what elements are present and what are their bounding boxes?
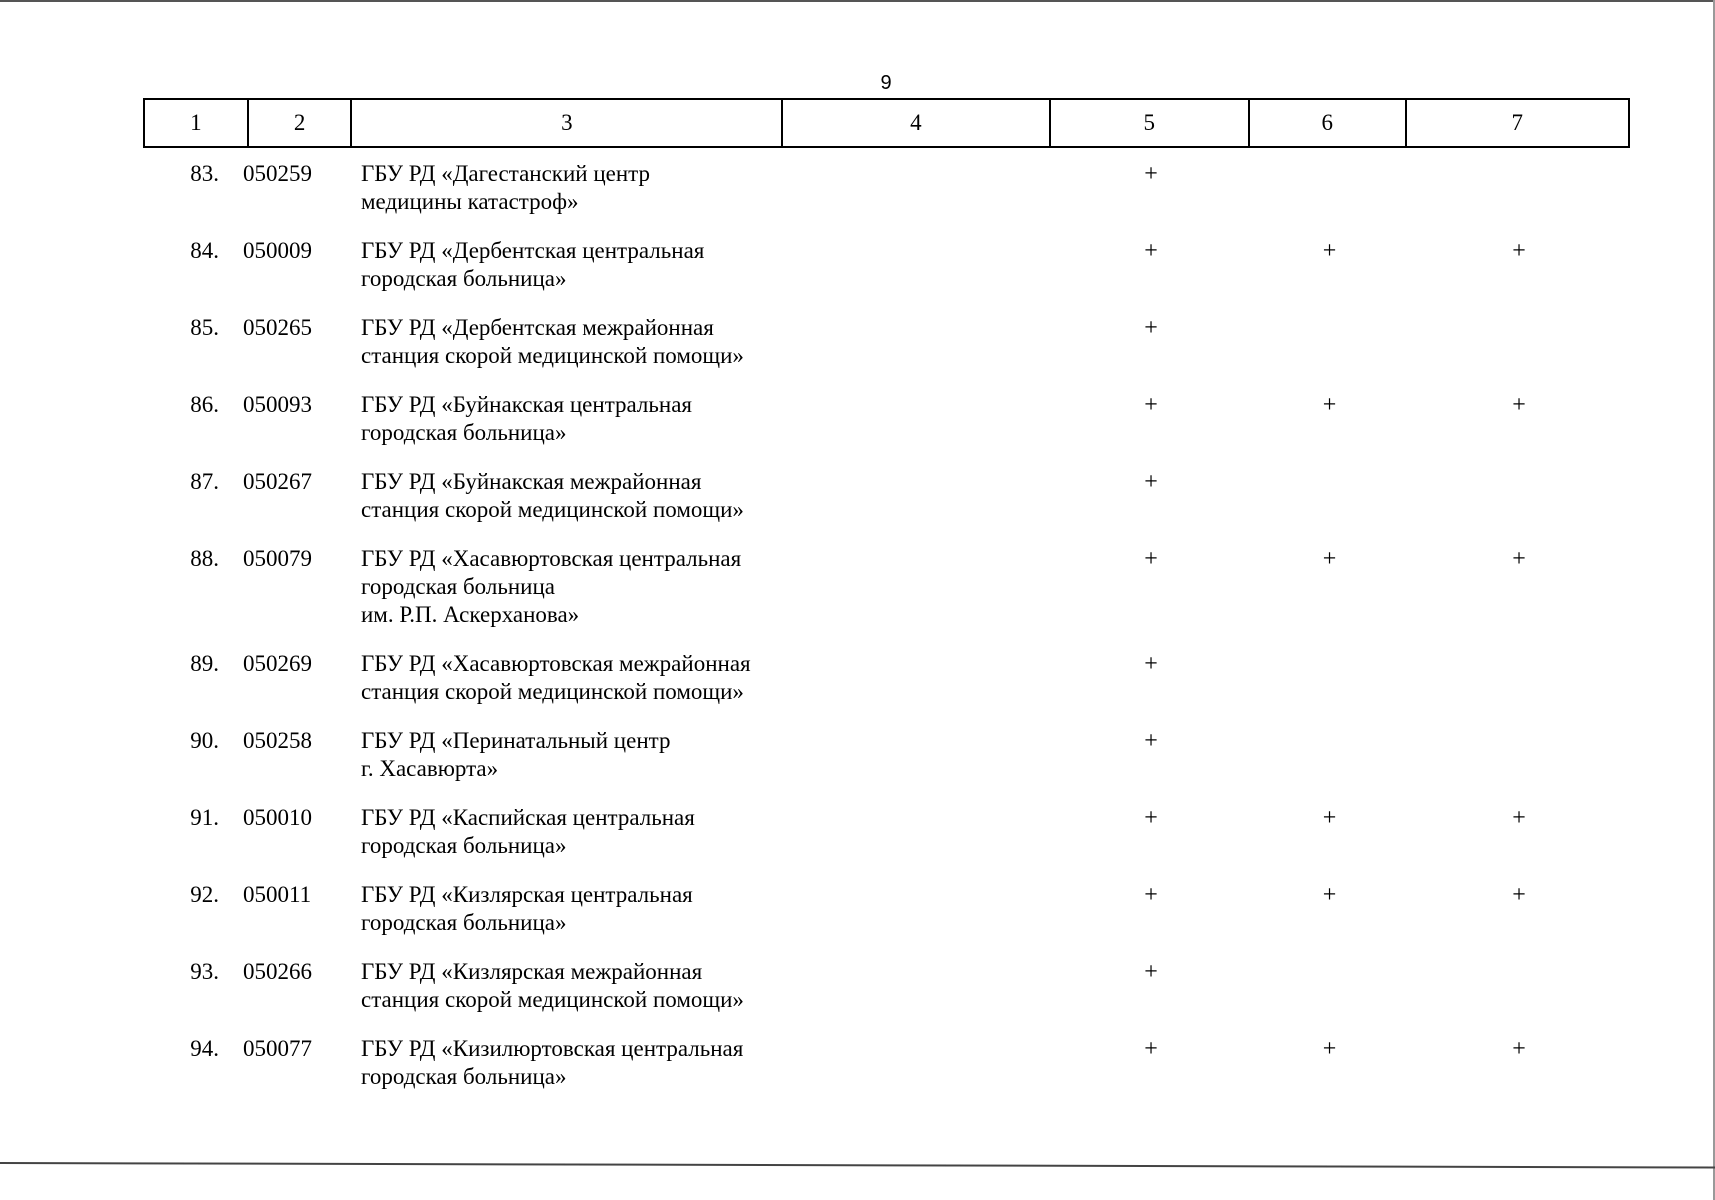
row-name-line: ГБУ РД «Хасавюртовская центральная bbox=[361, 546, 742, 571]
row-number: 90. bbox=[190, 728, 219, 753]
table-row bbox=[143, 545, 1630, 629]
row-col5-mark: + bbox=[1144, 392, 1158, 418]
row-number: 94. bbox=[190, 1036, 219, 1061]
row-name bbox=[351, 391, 1051, 447]
row-code: 050093 bbox=[243, 392, 312, 417]
row-col6-mark bbox=[1251, 468, 1408, 524]
row-number: 92. bbox=[190, 882, 219, 907]
header-col-5: 5 bbox=[1051, 100, 1250, 146]
row-name bbox=[351, 650, 1051, 706]
row-col7-mark bbox=[1408, 160, 1630, 216]
row-col6-mark bbox=[1251, 314, 1408, 370]
row-name-line: ГБУ РД «Дагестанский центр bbox=[361, 161, 651, 186]
row-col7-mark bbox=[1408, 958, 1630, 1014]
row-code: 050011 bbox=[243, 882, 312, 907]
row-name-line: станция скорой медицинской помощи» bbox=[361, 987, 744, 1012]
table-row bbox=[143, 160, 1630, 216]
row-number: 83. bbox=[190, 161, 219, 186]
row-col6-mark: + bbox=[1322, 1036, 1337, 1062]
row-col5-mark: + bbox=[1144, 805, 1158, 831]
row-code: 050267 bbox=[243, 469, 312, 494]
row-code: 050258 bbox=[243, 728, 312, 753]
row-name-line: ГБУ РД «Перинатальный центр bbox=[361, 728, 671, 753]
page-number: 9 bbox=[880, 72, 892, 94]
row-col7-mark: + bbox=[1512, 1036, 1526, 1062]
row-col6-mark: + bbox=[1322, 882, 1337, 908]
row-name bbox=[351, 804, 1051, 860]
row-name-line: городская больница bbox=[361, 574, 555, 599]
table-row bbox=[143, 237, 1630, 293]
row-col6-mark bbox=[1251, 958, 1408, 1014]
row-name bbox=[351, 1035, 1051, 1091]
row-col5-mark: + bbox=[1144, 238, 1158, 264]
row-number: 91. bbox=[190, 805, 219, 830]
table-row bbox=[143, 314, 1630, 370]
row-name-line: городская больница» bbox=[361, 1064, 567, 1089]
row-col7-mark: + bbox=[1512, 392, 1526, 418]
table-row bbox=[143, 881, 1630, 937]
row-name-line: городская больница» bbox=[361, 266, 567, 291]
row-name-line: им. Р.П. Аскерханова» bbox=[361, 602, 580, 627]
row-col5-mark: + bbox=[1144, 469, 1158, 495]
header-col-2: 2 bbox=[249, 100, 353, 146]
row-col6-mark bbox=[1251, 650, 1408, 706]
row-name bbox=[351, 468, 1051, 524]
row-col7-mark bbox=[1408, 314, 1630, 370]
row-col5-mark: + bbox=[1144, 728, 1158, 754]
table-header bbox=[143, 98, 1630, 148]
row-number: 85. bbox=[190, 315, 219, 340]
header-col-3: 3 bbox=[352, 100, 783, 146]
row-code: 050077 bbox=[243, 1036, 312, 1061]
row-code: 050010 bbox=[243, 805, 312, 830]
row-name-line: станция скорой медицинской помощи» bbox=[361, 343, 744, 368]
row-code: 050009 bbox=[243, 238, 312, 263]
row-name-line: городская больница» bbox=[361, 910, 567, 935]
row-col5-mark: + bbox=[1144, 651, 1158, 677]
row-col7-mark bbox=[1408, 727, 1630, 783]
row-name-line: ГБУ РД «Буйнакская центральная bbox=[361, 392, 692, 417]
header-col-7: 7 bbox=[1511, 110, 1524, 135]
row-code: 050259 bbox=[243, 161, 312, 186]
row-name-line: городская больница» bbox=[361, 833, 567, 858]
row-name bbox=[351, 545, 1051, 629]
row-number: 89. bbox=[190, 651, 219, 676]
row-name-line: городская больница» bbox=[361, 420, 567, 445]
row-col6-mark: + bbox=[1322, 392, 1337, 418]
row-col5-mark: + bbox=[1144, 1036, 1158, 1062]
row-name-line: станция скорой медицинской помощи» bbox=[361, 497, 744, 522]
row-col7-mark bbox=[1408, 468, 1630, 524]
row-name-line: станция скорой медицинской помощи» bbox=[361, 679, 744, 704]
row-name-line: ГБУ РД «Кизлярская центральная bbox=[361, 882, 693, 907]
row-code: 050079 bbox=[243, 546, 312, 571]
row-col7-mark bbox=[1408, 650, 1630, 706]
row-col5-mark: + bbox=[1144, 315, 1158, 341]
table-body bbox=[143, 160, 1630, 1112]
row-name-line: ГБУ РД «Каспийская центральная bbox=[361, 805, 695, 830]
row-number: 84. bbox=[190, 238, 219, 263]
row-col5-mark: + bbox=[1144, 959, 1158, 985]
row-col7-mark: + bbox=[1512, 805, 1526, 831]
row-col7-mark: + bbox=[1512, 238, 1526, 264]
row-name-line: ГБУ РД «Кизлярская межрайонная bbox=[361, 959, 703, 984]
row-name-line: г. Хасавюрта» bbox=[361, 756, 499, 781]
row-number: 87. bbox=[190, 469, 219, 494]
row-name-line: медицины катастроф» bbox=[361, 189, 579, 214]
header-col-4: 4 bbox=[783, 100, 1050, 146]
row-name-line: ГБУ РД «Дербентская межрайонная bbox=[361, 315, 714, 340]
row-name bbox=[351, 881, 1051, 937]
row-name-line: ГБУ РД «Дербентская центральная bbox=[361, 238, 705, 263]
row-name-line: ГБУ РД «Буйнакская межрайонная bbox=[361, 469, 702, 494]
row-code: 050265 bbox=[243, 315, 312, 340]
row-number: 86. bbox=[190, 392, 219, 417]
table-row bbox=[143, 391, 1630, 447]
row-name bbox=[351, 237, 1051, 293]
header-col-1: 1 bbox=[145, 100, 249, 146]
row-col7-mark: + bbox=[1512, 546, 1526, 572]
row-name bbox=[351, 160, 1051, 216]
row-code: 050269 bbox=[243, 651, 312, 676]
row-col6-mark bbox=[1251, 727, 1408, 783]
table-row bbox=[143, 727, 1630, 783]
table-row bbox=[143, 468, 1630, 524]
row-col6-mark: + bbox=[1322, 238, 1337, 264]
page-edge-top bbox=[0, 0, 1715, 2]
row-name-line: ГБУ РД «Кизилюртовская центральная bbox=[361, 1036, 744, 1061]
row-col7-mark: + bbox=[1512, 882, 1526, 908]
row-col6-mark: + bbox=[1322, 546, 1337, 572]
row-name-line: ГБУ РД «Хасавюртовская межрайонная bbox=[361, 651, 751, 676]
page-edge-bottom bbox=[0, 1162, 1715, 1168]
row-col6-mark bbox=[1251, 160, 1408, 216]
table-row bbox=[143, 958, 1630, 1014]
row-name bbox=[351, 314, 1051, 370]
table-row bbox=[143, 804, 1630, 860]
row-name bbox=[351, 727, 1051, 783]
row-number: 93. bbox=[190, 959, 219, 984]
row-col6-mark: + bbox=[1322, 805, 1337, 831]
row-code: 050266 bbox=[243, 959, 312, 984]
row-col5-mark: + bbox=[1144, 161, 1158, 187]
table-row bbox=[143, 650, 1630, 706]
row-col5-mark: + bbox=[1144, 546, 1158, 572]
table-row bbox=[143, 1035, 1630, 1091]
row-col5-mark: + bbox=[1144, 882, 1158, 908]
header-col-6: 6 bbox=[1250, 100, 1407, 146]
row-name bbox=[351, 958, 1051, 1014]
row-number: 88. bbox=[190, 546, 219, 571]
